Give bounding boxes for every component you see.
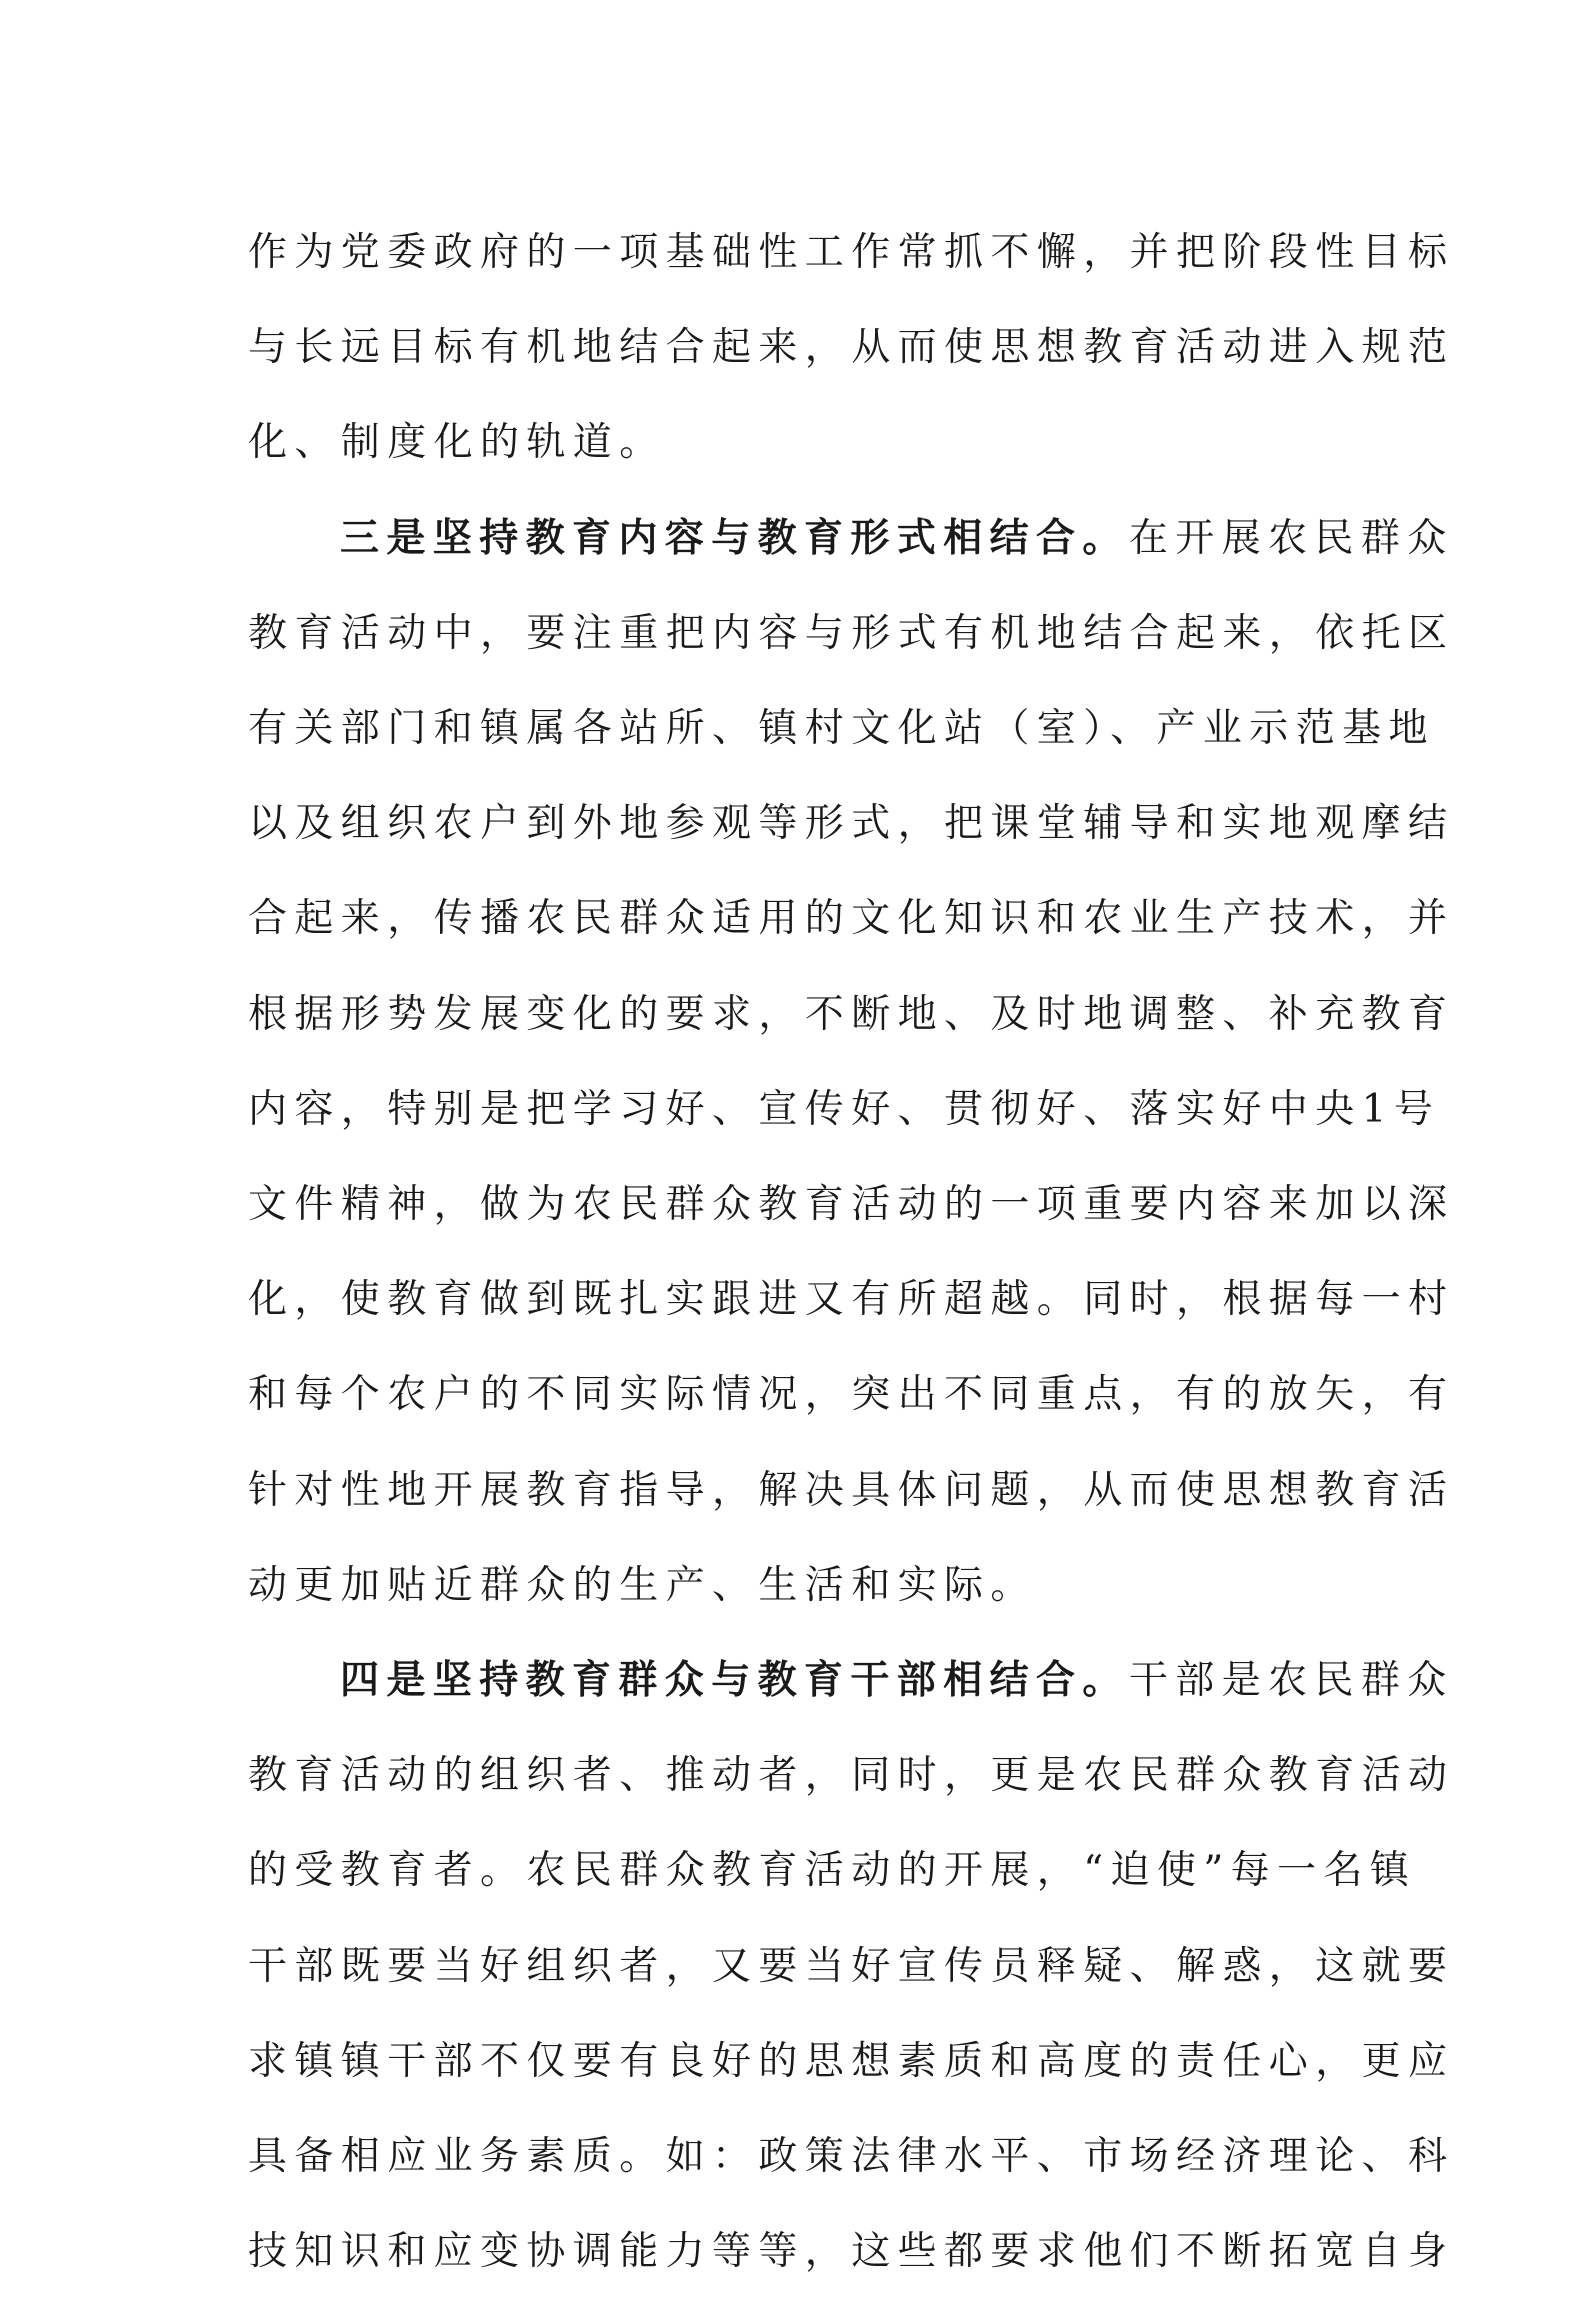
- text-line: 合起来，传播农民群众适用的文化知识和农业生产技术，并: [248, 896, 1455, 942]
- text-line: 内容，特别是把学习好、宣传好、贯彻好、落实好中央1号: [248, 1086, 1441, 1132]
- text-line: 文件精神，做为农民群众教育活动的一项重要内容来加以深: [248, 1182, 1455, 1228]
- text-line: 技知识和应变协调能力等等，这些都要求他们不断拓宽自身: [248, 2229, 1455, 2275]
- paragraph-point-three: [248, 491, 1455, 1633]
- text-run: 在开展农民群众: [1128, 515, 1454, 561]
- paragraph-continuation: [248, 205, 1455, 491]
- text-line: 的受教育者。农民群众教育活动的开展，“迫使”每一名镇: [248, 1848, 1417, 1894]
- text-line: 求镇镇干部不仅要有良好的思想素质和高度的责任心，更应: [248, 2038, 1455, 2084]
- text-line: [248, 1633, 1454, 1728]
- text-line: 动更加贴近群众的生产、生活和实际。: [248, 1562, 1037, 1608]
- text-line: 有关部门和镇属各站所、镇村文化站（室）、产业示范基地: [248, 706, 1435, 752]
- text-line: 具备相应业务素质。如：政策法律水平、市场经济理论、科: [248, 2134, 1455, 2180]
- point-heading: 三是坚持教育内容与教育形式相结合。: [340, 514, 1129, 561]
- text-line: 针对性地开展教育指导，解决具体问题，从而使思想教育活: [248, 1467, 1455, 1513]
- text-run: 干部是农民群众: [1128, 1658, 1454, 1704]
- paragraph-point-four: [248, 1633, 1455, 2299]
- text-line: 作为党委政府的一项基础性工作常抓不懈，并把阶段性目标: [248, 230, 1455, 275]
- text-line: [248, 491, 1454, 586]
- text-line: 与长远目标有机地结合起来，从而使思想教育活动进入规范: [248, 325, 1455, 371]
- text-line: 以及组织农户到外地参观等形式，把课堂辅导和实地观摩结: [248, 801, 1455, 847]
- body-text: [248, 205, 1455, 2299]
- text-line: 教育活动中，要注重把内容与形式有机地结合起来，依托区: [248, 610, 1455, 656]
- text-line: 根据形势发展变化的要求，不断地、及时地调整、补充教育: [248, 991, 1455, 1037]
- text-line: 干部既要当好组织者，又要当好宣传员释疑、解惑，这就要: [248, 1943, 1455, 1989]
- text-line: 教育活动的组织者、推动者，同时，更是农民群众教育活动: [248, 1753, 1455, 1799]
- point-heading: 四是坚持教育群众与教育干部相结合。: [340, 1657, 1129, 1704]
- text-line: 化，使教育做到既扎实跟进又有所超越。同时，根据每一村: [248, 1277, 1455, 1323]
- text-line: 化、制度化的轨道。: [248, 420, 666, 466]
- text-line: 和每个农户的不同实际情况，突出不同重点，有的放矢，有: [248, 1372, 1455, 1418]
